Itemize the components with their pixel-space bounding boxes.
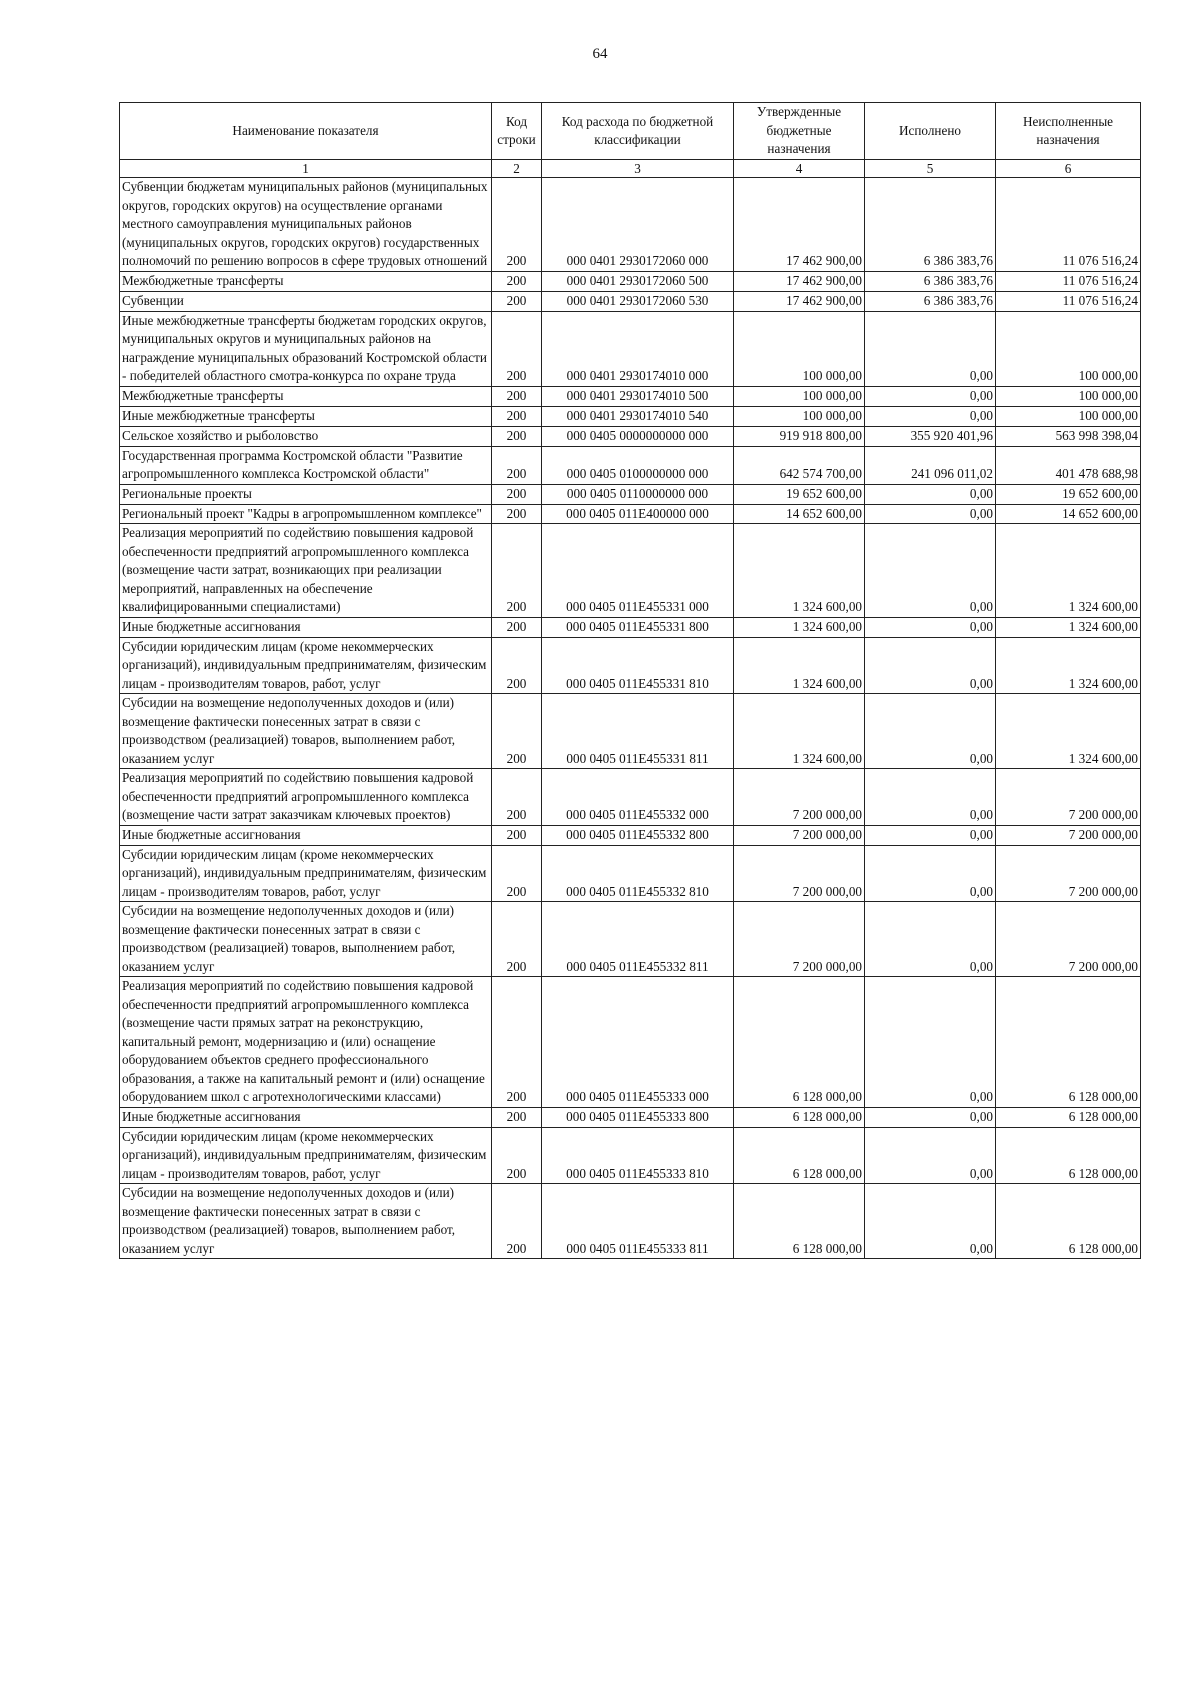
row-expense-code: 000 0405 011E455333 800	[542, 1107, 734, 1127]
row-line-code: 200	[492, 617, 542, 637]
row-executed: 0,00	[865, 484, 996, 504]
row-name: Субсидии на возмещение недополученных доходов и (или) возмещение фактически понесенных затрат в связи с производством (реализацией) товаров, выполнением работ, оказанием услуг	[120, 902, 492, 977]
row-name: Субсидии юридическим лицам (кроме некоммерческих организаций), индивидуальным предпринимателям, физическим лицам - производителям товаров, работ, услуг	[120, 1127, 492, 1184]
row-name: Иные межбюджетные трансферты бюджетам городских округов, муниципальных округов и муниципальных районов на награждение муниципальных образований Костромской области - победителей областного смотра-конкурса по охране труда	[120, 311, 492, 386]
row-expense-code: 000 0405 011E455332 800	[542, 825, 734, 845]
table-row	[120, 426, 1141, 446]
row-approved: 19 652 600,00	[734, 484, 865, 504]
row-approved: 6 128 000,00	[734, 1127, 865, 1184]
row-name: Межбюджетные трансферты	[120, 386, 492, 406]
row-name: Реализация мероприятий по содействию повышения кадровой обеспеченности предприятий агропромышленного комплекса (возмещение части затрат заказчикам ключевых проектов)	[120, 769, 492, 826]
row-executed: 355 920 401,96	[865, 426, 996, 446]
column-numbers-row	[120, 160, 1141, 178]
row-name: Субсидии на возмещение недополученных доходов и (или) возмещение фактически понесенных затрат в связи с производством (реализацией) товаров, выполнением работ, оказанием услуг	[120, 694, 492, 769]
row-unexecuted: 11 076 516,24	[996, 178, 1141, 272]
row-approved: 100 000,00	[734, 311, 865, 386]
row-unexecuted: 7 200 000,00	[996, 769, 1141, 826]
row-executed: 0,00	[865, 902, 996, 977]
row-expense-code: 000 0405 011E455331 800	[542, 617, 734, 637]
row-name: Субсидии на возмещение недополученных доходов и (или) возмещение фактически понесенных затрат в связи с производством (реализацией) товаров, выполнением работ, оказанием услуг	[120, 1184, 492, 1259]
row-executed: 0,00	[865, 524, 996, 618]
table-row	[120, 977, 1141, 1108]
table-row	[120, 825, 1141, 845]
row-unexecuted: 6 128 000,00	[996, 1127, 1141, 1184]
row-unexecuted: 7 200 000,00	[996, 845, 1141, 902]
row-executed: 6 386 383,76	[865, 271, 996, 291]
row-expense-code: 000 0401 2930174010 000	[542, 311, 734, 386]
header-approved: Утвержденные бюджетные назначения	[734, 103, 865, 160]
header-executed: Исполнено	[865, 103, 996, 160]
header-name: Наименование показателя	[120, 103, 492, 160]
row-unexecuted: 401 478 688,98	[996, 446, 1141, 484]
row-unexecuted: 1 324 600,00	[996, 694, 1141, 769]
row-line-code: 200	[492, 977, 542, 1108]
table-row	[120, 902, 1141, 977]
row-unexecuted: 1 324 600,00	[996, 524, 1141, 618]
row-line-code: 200	[492, 902, 542, 977]
row-unexecuted: 11 076 516,24	[996, 291, 1141, 311]
table-row	[120, 1127, 1141, 1184]
row-approved: 1 324 600,00	[734, 637, 865, 694]
row-name: Иные бюджетные ассигнования	[120, 825, 492, 845]
row-executed: 0,00	[865, 386, 996, 406]
row-expense-code: 000 0405 011E455333 810	[542, 1127, 734, 1184]
row-unexecuted: 14 652 600,00	[996, 504, 1141, 524]
row-approved: 6 128 000,00	[734, 977, 865, 1108]
row-unexecuted: 100 000,00	[996, 406, 1141, 426]
row-expense-code: 000 0405 011E455332 810	[542, 845, 734, 902]
row-expense-code: 000 0405 011E455331 811	[542, 694, 734, 769]
row-approved: 7 200 000,00	[734, 769, 865, 826]
row-line-code: 200	[492, 694, 542, 769]
row-unexecuted: 6 128 000,00	[996, 1184, 1141, 1259]
row-executed: 0,00	[865, 845, 996, 902]
row-executed: 0,00	[865, 504, 996, 524]
table-row	[120, 1184, 1141, 1259]
row-name: Субвенции	[120, 291, 492, 311]
row-line-code: 200	[492, 524, 542, 618]
header-unexecuted: Неисполненные назначения	[996, 103, 1141, 160]
row-approved: 7 200 000,00	[734, 845, 865, 902]
table-row	[120, 446, 1141, 484]
row-executed: 241 096 011,02	[865, 446, 996, 484]
row-approved: 6 128 000,00	[734, 1184, 865, 1259]
row-unexecuted: 6 128 000,00	[996, 977, 1141, 1108]
column-number: 3	[542, 160, 734, 178]
row-line-code: 200	[492, 271, 542, 291]
row-line-code: 200	[492, 311, 542, 386]
row-approved: 17 462 900,00	[734, 178, 865, 272]
row-approved: 7 200 000,00	[734, 902, 865, 977]
row-approved: 100 000,00	[734, 406, 865, 426]
row-executed: 0,00	[865, 1127, 996, 1184]
table-row	[120, 406, 1141, 426]
row-unexecuted: 1 324 600,00	[996, 637, 1141, 694]
page-number: 64	[592, 46, 608, 62]
row-name: Межбюджетные трансферты	[120, 271, 492, 291]
row-expense-code: 000 0401 2930174010 540	[542, 406, 734, 426]
table-row	[120, 617, 1141, 637]
row-approved: 1 324 600,00	[734, 694, 865, 769]
row-executed: 0,00	[865, 1184, 996, 1259]
row-line-code: 200	[492, 406, 542, 426]
header-line-code: Код строки	[492, 103, 542, 160]
table-row	[120, 637, 1141, 694]
table-row	[120, 524, 1141, 618]
header-expense-code: Код расхода по бюджетной классификации	[542, 103, 734, 160]
table-row	[120, 694, 1141, 769]
row-executed: 0,00	[865, 769, 996, 826]
row-unexecuted: 563 998 398,04	[996, 426, 1141, 446]
row-name: Субвенции бюджетам муниципальных районов (муниципальных округов, городских округов) на осуществление органами местного самоуправления муниципальных районов (муниципальных округов, городских округов) государственных полномочий по решению вопросов в сфере трудовых отношений	[120, 178, 492, 272]
row-line-code: 200	[492, 386, 542, 406]
row-expense-code: 000 0401 2930172060 530	[542, 291, 734, 311]
row-expense-code: 000 0401 2930174010 500	[542, 386, 734, 406]
header-row	[120, 103, 1141, 160]
row-expense-code: 000 0405 0100000000 000	[542, 446, 734, 484]
row-line-code: 200	[492, 637, 542, 694]
row-line-code: 200	[492, 426, 542, 446]
row-unexecuted: 100 000,00	[996, 311, 1141, 386]
row-approved: 7 200 000,00	[734, 825, 865, 845]
row-unexecuted: 7 200 000,00	[996, 902, 1141, 977]
column-number: 1	[120, 160, 492, 178]
row-expense-code: 000 0401 2930172060 000	[542, 178, 734, 272]
row-line-code: 200	[492, 504, 542, 524]
row-unexecuted: 6 128 000,00	[996, 1107, 1141, 1127]
row-expense-code: 000 0401 2930172060 500	[542, 271, 734, 291]
row-name: Субсидии юридическим лицам (кроме некоммерческих организаций), индивидуальным предпринимателям, физическим лицам - производителям товаров, работ, услуг	[120, 845, 492, 902]
column-number: 4	[734, 160, 865, 178]
row-unexecuted: 11 076 516,24	[996, 271, 1141, 291]
row-approved: 6 128 000,00	[734, 1107, 865, 1127]
row-line-code: 200	[492, 1184, 542, 1259]
row-approved: 14 652 600,00	[734, 504, 865, 524]
row-name: Реализация мероприятий по содействию повышения кадровой обеспеченности предприятий агропромышленного комплекса (возмещение части затрат, возникающих при реализации мероприятий, направленных на обеспечение квалифицированными специалистами)	[120, 524, 492, 618]
row-executed: 6 386 383,76	[865, 178, 996, 272]
row-name: Региональный проект "Кадры в агропромышленном комплексе"	[120, 504, 492, 524]
row-unexecuted: 100 000,00	[996, 386, 1141, 406]
row-unexecuted: 1 324 600,00	[996, 617, 1141, 637]
table-row	[120, 311, 1141, 386]
table-row	[120, 1107, 1141, 1127]
row-approved: 100 000,00	[734, 386, 865, 406]
row-executed: 0,00	[865, 694, 996, 769]
row-line-code: 200	[492, 825, 542, 845]
row-line-code: 200	[492, 178, 542, 272]
row-expense-code: 000 0405 0110000000 000	[542, 484, 734, 504]
row-line-code: 200	[492, 1107, 542, 1127]
row-approved: 1 324 600,00	[734, 524, 865, 618]
row-line-code: 200	[492, 845, 542, 902]
row-line-code: 200	[492, 291, 542, 311]
table-row	[120, 386, 1141, 406]
row-name: Сельское хозяйство и рыболовство	[120, 426, 492, 446]
row-line-code: 200	[492, 1127, 542, 1184]
row-approved: 642 574 700,00	[734, 446, 865, 484]
table-row	[120, 271, 1141, 291]
row-executed: 0,00	[865, 617, 996, 637]
row-unexecuted: 7 200 000,00	[996, 825, 1141, 845]
row-executed: 0,00	[865, 1107, 996, 1127]
row-unexecuted: 19 652 600,00	[996, 484, 1141, 504]
row-executed: 6 386 383,76	[865, 291, 996, 311]
row-executed: 0,00	[865, 825, 996, 845]
row-expense-code: 000 0405 011E455331 810	[542, 637, 734, 694]
row-expense-code: 000 0405 0000000000 000	[542, 426, 734, 446]
row-expense-code: 000 0405 011E455332 000	[542, 769, 734, 826]
row-approved: 919 918 800,00	[734, 426, 865, 446]
table-row	[120, 769, 1141, 826]
column-number: 5	[865, 160, 996, 178]
row-executed: 0,00	[865, 977, 996, 1108]
row-executed: 0,00	[865, 406, 996, 426]
row-expense-code: 000 0405 011E455333 000	[542, 977, 734, 1108]
table-row	[120, 845, 1141, 902]
row-line-code: 200	[492, 446, 542, 484]
row-line-code: 200	[492, 769, 542, 826]
row-name: Иные межбюджетные трансферты	[120, 406, 492, 426]
budget-report-table	[119, 102, 1141, 1259]
table-row	[120, 504, 1141, 524]
row-expense-code: 000 0405 011E455332 811	[542, 902, 734, 977]
row-line-code: 200	[492, 484, 542, 504]
row-approved: 17 462 900,00	[734, 291, 865, 311]
table-row	[120, 484, 1141, 504]
table-body	[120, 178, 1141, 1259]
row-name: Иные бюджетные ассигнования	[120, 617, 492, 637]
table-row	[120, 178, 1141, 272]
row-expense-code: 000 0405 011E455331 000	[542, 524, 734, 618]
row-approved: 1 324 600,00	[734, 617, 865, 637]
row-approved: 17 462 900,00	[734, 271, 865, 291]
row-name: Государственная программа Костромской области "Развитие агропромышленного комплекса Костромской области"	[120, 446, 492, 484]
row-name: Региональные проекты	[120, 484, 492, 504]
row-expense-code: 000 0405 011E400000 000	[542, 504, 734, 524]
row-expense-code: 000 0405 011E455333 811	[542, 1184, 734, 1259]
column-number: 2	[492, 160, 542, 178]
row-executed: 0,00	[865, 637, 996, 694]
column-number: 6	[996, 160, 1141, 178]
row-name: Субсидии юридическим лицам (кроме некоммерческих организаций), индивидуальным предпринимателям, физическим лицам - производителям товаров, работ, услуг	[120, 637, 492, 694]
row-name: Реализация мероприятий по содействию повышения кадровой обеспеченности предприятий агропромышленного комплекса (возмещение части прямых затрат на реконструкцию, капитальный ремонт, модернизацию и (или) оснащение оборудованием объектов среднего профессионального образования, а также на капитальный ремонт и (или) оснащение оборудованием школ с агротехнологическими классами)	[120, 977, 492, 1108]
table-row	[120, 291, 1141, 311]
row-name: Иные бюджетные ассигнования	[120, 1107, 492, 1127]
row-executed: 0,00	[865, 311, 996, 386]
